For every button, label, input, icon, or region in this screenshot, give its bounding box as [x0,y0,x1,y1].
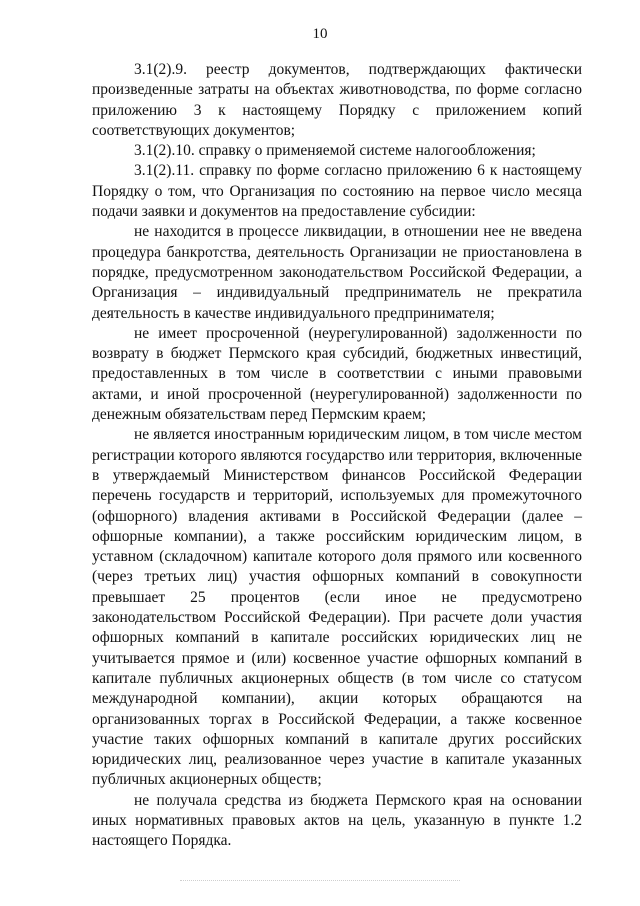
condition-no-other-budget-funds: не получала средства из бюджета Пермского края на основании иных нормативных правовых актов на цель, указанную в пункте 1.2 настоящего Порядка. [92,791,582,850]
document-body [92,60,582,852]
page-number: 10 [312,26,328,42]
condition-not-foreign-entity: не является иностранным юридическим лицом, в том числе местом регистрации которого являются государство или территория, включенные в утверждаемый Министерством финансов Российской Федерации перечень государств и территорий, используемых для промежуточного (офшорного) владения активами в Российской Федерации (далее – офшорные компании), а также российским юридическим лицом, в уставном (складочном) капитале которого доля прямого или косвенного (через третьих лиц) участия офшорных компаний в совокупности превышает 25 процентов (если иное не предусмотрено законодательством Российской Федерации). При расчете доли участия офшорных компаний в капитале российских юридических лиц не учитывается прямое и (или) косвенное участие офшорных компаний в капитале публичных акционерных обществ (в том числе со статусом международной компании), акции которых обращаются на организованных торгах в Российской Федерации, а также косвенное участие таких офшорных компаний в капитале других российских юридических лиц, реализованное через участие в капитале указанных публичных акционерных обществ; [92,426,582,789]
paragraph-3-1-2-10: 3.1(2).10. справку о применяемой системе налогообложения; [134,142,536,160]
footer-divider [180,880,460,881]
condition-no-overdue-debt: не имеет просроченной (неурегулированной) задолженности по возврату в бюджет Пермского края субсидий, бюджетных инвестиций, предоставленных в том числе в соответствии с иными правовыми актами, и иной просроченной (неурегулированной) задолженности по денежным обязательствам перед Пермским краем; [92,324,582,424]
paragraph-3-1-2-9: 3.1(2).9. реестр документов, подтверждающих фактически произведенные затраты на объектах животноводства, по форме согласно приложению 3 к настоящему Порядку с приложением копий соответствующих документов; [92,61,582,139]
condition-not-liquidated: не находится в процессе ликвидации, в отношении нее не введена процедура банкротства, деятельность Организации не приостановлена в порядке, предусмотренном законодательством Российской Федерации, а Организация – индивидуальный предприниматель не прекратила деятельность в качестве индивидуального предпринимателя; [92,223,582,322]
paragraph-3-1-2-11: 3.1(2).11. справку по форме согласно приложению 6 к настоящему Порядку о том, что Организация по состоянию на первое число месяца подачи заявки и документов на предоставление субсидии: [92,162,582,221]
